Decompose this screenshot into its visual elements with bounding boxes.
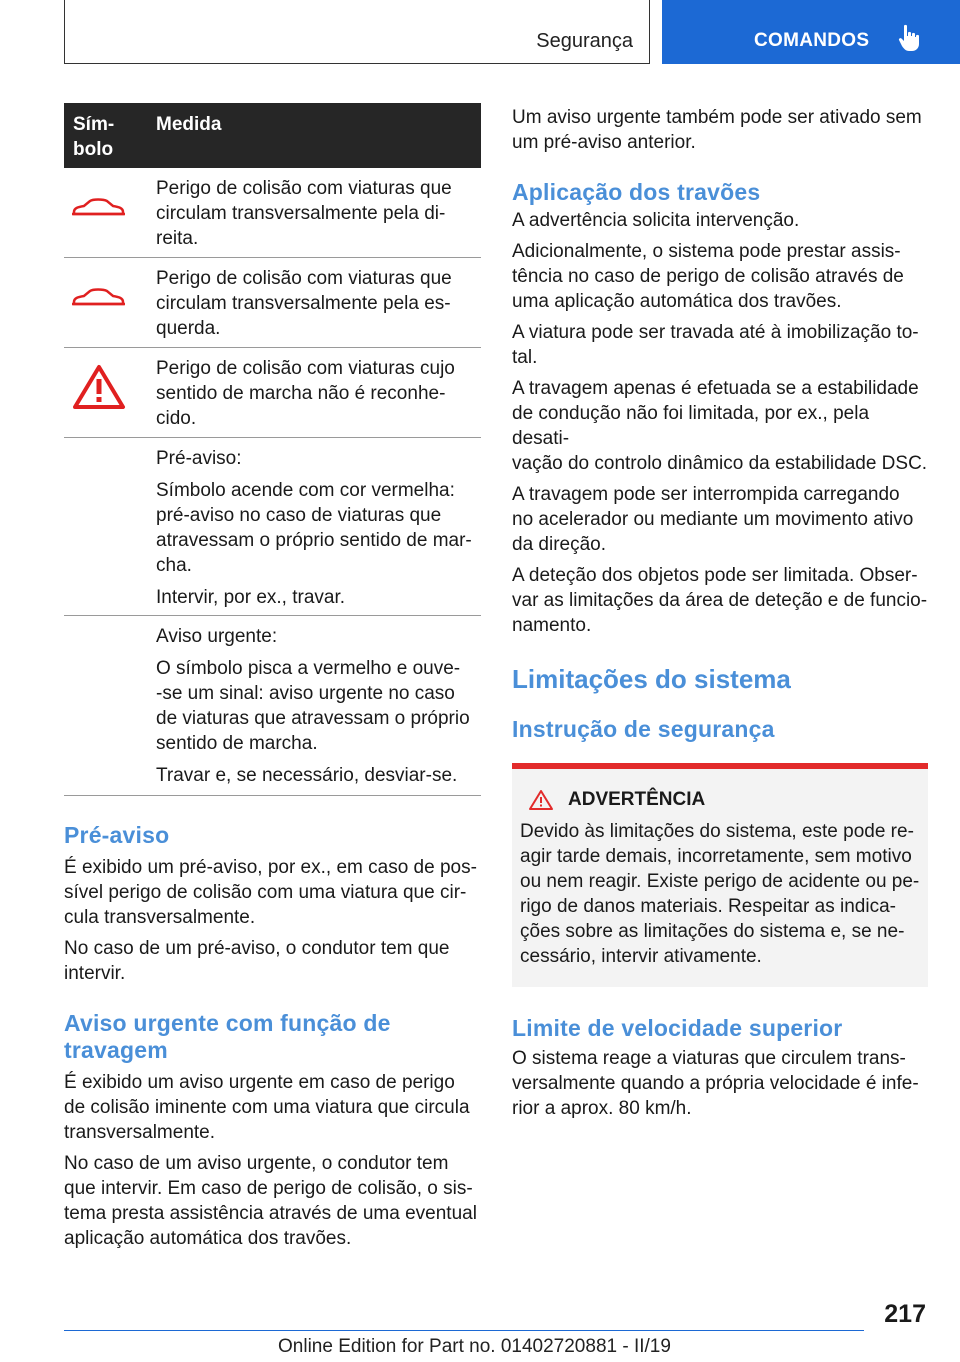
text-line: Um aviso urgente também pode ser ativado sem	[512, 107, 922, 128]
row-paragraph	[156, 478, 481, 578]
text-line: É exibido um aviso urgente em caso de perigo	[64, 1072, 455, 1093]
text-line: no acelerador ou mediante um movimento ativo	[512, 509, 914, 530]
section-title-aviso-urgente	[64, 1010, 481, 1064]
row-text-line: Perigo de colisão com viaturas que	[156, 178, 452, 199]
measure-cell	[156, 348, 481, 437]
text-line: var as limitações da área de deteção e de funcio-	[512, 590, 928, 611]
text-line: cessário, intervir ativamente.	[520, 946, 762, 967]
footer-divider	[64, 1330, 864, 1331]
paragraph	[64, 1070, 481, 1145]
text-line: No caso de um pré-aviso, o condutor tem que	[64, 938, 450, 959]
row-text-line: Aviso urgente:	[156, 626, 278, 647]
text-line: agir tarde demais, incorretamente, sem motivo	[520, 846, 912, 867]
measure-cell	[156, 438, 481, 615]
text-line: A viatura pode ser travada até à imobilização to-	[512, 322, 919, 343]
table-row	[64, 438, 481, 616]
text-line: de colisão iminente com uma viatura que circula	[64, 1097, 470, 1118]
text-line: versalmente quando a própria velocidade é infe-	[512, 1073, 919, 1094]
symbol-cell	[64, 348, 156, 437]
footer-edition: Online Edition for Part no. 01402720881 - II/19	[278, 1336, 671, 1357]
row-text-line: atravessam o próprio sentido de mar-	[156, 530, 472, 551]
warning-heading	[520, 789, 920, 811]
text-line: A travagem apenas é efetuada se a estabilidade	[512, 378, 919, 399]
text-line: tema presta assistência através de uma eventual	[64, 1203, 477, 1224]
title-line: travagem	[64, 1037, 168, 1063]
table-row	[64, 348, 481, 438]
text-line: um pré-aviso anterior.	[512, 132, 696, 153]
text-line: intervir.	[64, 963, 126, 984]
row-text-line: Perigo de colisão com viaturas que	[156, 268, 452, 289]
section-title-travoes: Aplicação dos travões	[512, 179, 761, 205]
section-title-velocidade: Limite de velocidade superior	[512, 1015, 843, 1041]
text-line: tal.	[512, 347, 538, 368]
row-text-line: pré-aviso no caso de viaturas que	[156, 505, 442, 526]
table-row	[64, 616, 481, 796]
car-red-icon	[70, 282, 126, 312]
measure-cell	[156, 616, 481, 795]
row-text-line: O símbolo pisca a vermelho e ouve-	[156, 658, 461, 679]
paragraph	[512, 208, 928, 233]
warning-triangle-icon	[72, 364, 126, 410]
text-line: A deteção dos objetos pode ser limitada. Obser-	[512, 565, 918, 586]
text-line: sível perigo de colisão com uma viatura que cir-	[64, 882, 467, 903]
paragraph	[64, 855, 481, 930]
table-row	[64, 258, 481, 348]
warning-text	[520, 819, 920, 969]
table-row	[64, 168, 481, 258]
text-line: Adicionalmente, o sistema pode prestar assis-	[512, 241, 901, 262]
section-title-seguranca: Instrução de segurança	[512, 716, 775, 742]
paragraph	[64, 936, 481, 986]
warning-triangle-icon	[528, 789, 554, 811]
header-section-box	[64, 0, 650, 64]
column-header-symbol-line2: bolo	[73, 139, 114, 160]
column-header-symbol	[64, 103, 156, 168]
text-line: que intervir. Em caso de perigo de colisão, o sis-	[64, 1178, 473, 1199]
column-header-measure: Medida	[156, 114, 222, 135]
paragraph	[512, 105, 928, 155]
text-line: cula transversalmente.	[64, 907, 256, 928]
row-text-line: circulam transversalmente pela es-	[156, 293, 451, 314]
text-line: ou nem reagir. Existe perigo de acidente ou pe-	[520, 871, 920, 892]
text-line: de condução não foi limitada, por ex., pela desati-	[512, 403, 870, 449]
right-column	[512, 103, 928, 1121]
tab-comandos-label: COMANDOS	[754, 30, 870, 51]
symbol-cell	[64, 616, 156, 795]
text-line: Devido às limitações do sistema, este pode re-	[520, 821, 914, 842]
text-line: A advertência solicita intervenção.	[512, 210, 800, 231]
text-line: da direção.	[512, 534, 607, 555]
paragraph	[512, 239, 928, 314]
text-line: No caso de um aviso urgente, o condutor tem	[64, 1153, 449, 1174]
symbol-cell	[64, 438, 156, 615]
paragraph	[64, 1151, 481, 1251]
text-line: tência no caso de perigo de colisão através de	[512, 266, 904, 287]
text-line: O sistema reage a viaturas que circulem trans-	[512, 1048, 906, 1069]
paragraph	[512, 376, 928, 476]
warning-box	[512, 763, 928, 987]
text-line: vação do controlo dinâmico da estabilidade DSC.	[512, 453, 928, 474]
symbol-cell	[64, 258, 156, 347]
row-text-line: Travar e, se necessário, desviar-se.	[156, 765, 458, 786]
tab-comandos[interactable]	[662, 0, 960, 64]
row-text-line: querda.	[156, 318, 221, 339]
text-line: namento.	[512, 615, 592, 636]
row-text-line: reita.	[156, 228, 199, 249]
left-column	[64, 103, 481, 1251]
row-text-line: Pré-aviso:	[156, 448, 242, 469]
text-line: A travagem pode ser interrompida carregando	[512, 484, 900, 505]
text-line: É exibido um pré-aviso, por ex., em caso de pos-	[64, 857, 477, 878]
paragraph	[512, 482, 928, 557]
text-line: aplicação automática dos travões.	[64, 1228, 352, 1249]
row-text-line: de viaturas que atravessam o próprio	[156, 708, 470, 729]
column-header-symbol-line1: Sím-	[73, 114, 115, 135]
row-text-line: sentido de marcha.	[156, 733, 318, 754]
text-line: rigo de danos materiais. Respeitar as indica-	[520, 896, 896, 917]
measure-cell	[156, 258, 481, 347]
row-text-line: Intervir, por ex., travar.	[156, 587, 346, 608]
warning-title: ADVERTÊNCIA	[568, 789, 706, 810]
hand-pointer-icon	[898, 24, 922, 52]
paragraph	[512, 563, 928, 638]
table-header	[64, 103, 481, 168]
page-number: 217	[884, 1300, 926, 1328]
paragraph	[512, 320, 928, 370]
header-section-title: Segurança	[536, 30, 633, 52]
row-text-line: -se um sinal: aviso urgente no caso	[156, 683, 455, 704]
measure-cell	[156, 168, 481, 257]
section-title-limitacoes: Limitações do sistema	[512, 664, 791, 694]
text-line: transversalmente.	[64, 1122, 216, 1143]
row-text-line: Símbolo acende com cor vermelha:	[156, 480, 455, 501]
row-text-line: cido.	[156, 408, 197, 429]
text-line: ções sobre as limitações do sistema e, se ne-	[520, 921, 905, 942]
section-title-preaviso: Pré-aviso	[64, 822, 170, 848]
text-line: uma aplicação automática dos travões.	[512, 291, 842, 312]
row-text-line: cha.	[156, 555, 192, 576]
car-red-icon	[70, 192, 126, 222]
row-text-line: Perigo de colisão com viaturas cujo	[156, 358, 455, 379]
symbol-cell	[64, 168, 156, 257]
row-paragraph	[156, 656, 481, 756]
row-text-line: sentido de marcha não é reconhe-	[156, 383, 446, 404]
title-line: Aviso urgente com função de	[64, 1010, 391, 1036]
paragraph	[512, 1046, 928, 1121]
text-line: rior a aprox. 80 km/h.	[512, 1098, 692, 1119]
row-text-line: circulam transversalmente pela di-	[156, 203, 446, 224]
